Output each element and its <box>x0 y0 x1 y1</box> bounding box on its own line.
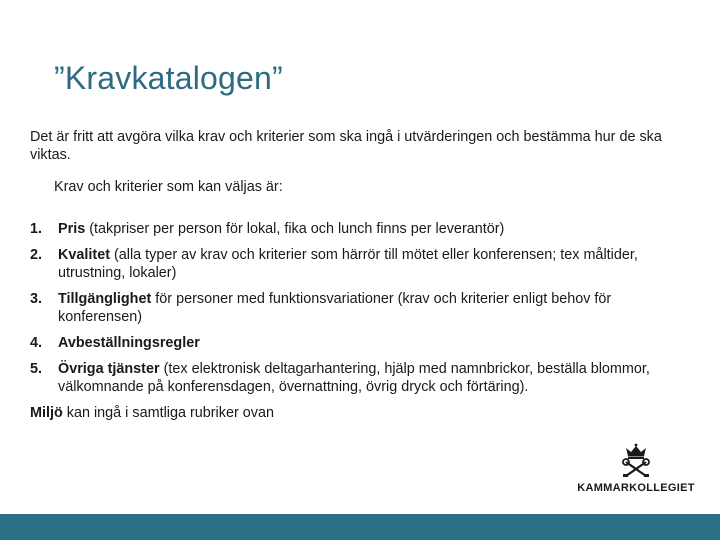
list-item <box>30 220 690 238</box>
slide-body <box>30 128 690 422</box>
list-item <box>30 360 690 396</box>
environment-note <box>30 404 690 422</box>
criteria-list <box>30 220 690 396</box>
item-title: Pris <box>58 221 86 237</box>
item-title: Kvalitet <box>58 247 110 263</box>
item-number: 1. <box>30 221 43 237</box>
footer-bar <box>0 514 720 540</box>
sub-heading: Krav och kriterier som kan väljas är: <box>54 179 283 195</box>
item-number: 2. <box>30 247 43 263</box>
item-description: för personer med funktionsvariationer (krav och kriterier enligt behov för konferensen) <box>58 291 612 325</box>
item-title: Övriga tjänster <box>58 361 160 377</box>
item-number: 5. <box>30 361 43 377</box>
item-title: Avbeställningsregler <box>58 335 200 351</box>
item-number: 4. <box>30 335 43 351</box>
item-description: (takpriser per person för lokal, fika och lunch finns per leverantör) <box>85 221 505 237</box>
item-description: (alla typer av krav och kriterier som härrör till mötet eller konferensen; tex måltider, utrustning, lokaler) <box>58 247 638 281</box>
kammarkollegiet-logo <box>576 442 696 494</box>
list-item <box>30 290 690 326</box>
slide-title: ”Kravkatalogen” <box>54 60 283 96</box>
item-number: 3. <box>30 291 43 307</box>
intro-text: Det är fritt att avgöra vilka krav och kriterier som ska ingå i utvärderingen och bestämma hur de ska viktas. <box>30 129 662 163</box>
item-description: (tex elektronisk deltagarhantering, hjälp med namnbrickor, beställa blommor, välkomnande på konferensdagen, övernattning, övrig dryck och förtäring). <box>58 361 650 395</box>
crown-keys-icon <box>620 442 652 480</box>
list-item <box>30 246 690 282</box>
list-item <box>30 334 690 352</box>
environment-note-bold: Miljö <box>30 405 63 421</box>
environment-note-text: kan ingå i samtliga rubriker ovan <box>62 405 274 421</box>
logo-text: KAMMARKOLLEGIET <box>577 482 695 494</box>
item-title: Tillgänglighet <box>58 291 152 307</box>
